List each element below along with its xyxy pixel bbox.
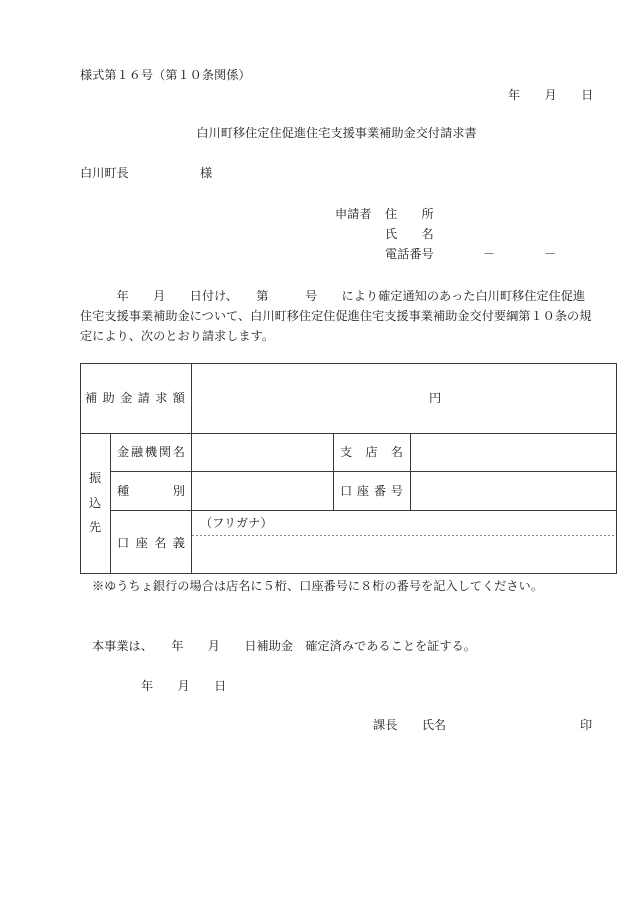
transfer-label-char: 振 [89, 471, 102, 485]
branch-value-cell [411, 434, 616, 471]
yucho-bank-note: ※ゆうちょ銀行の場合は店名に５桁、口座番号に８桁の番号を記入してください。 [92, 579, 543, 593]
account-type-value-cell [192, 472, 333, 510]
account-holder-value-cell [192, 536, 616, 573]
applicant-name-label: 氏 名 [385, 227, 434, 241]
bank-name-value-cell [192, 434, 333, 471]
transfer-label-char: 込 [89, 496, 102, 510]
account-type-label: 種 別 [117, 484, 185, 498]
certification-date: 年 月 日 [141, 679, 227, 693]
document-title: 白川町移住定住促進住宅支援事業補助金交付請求書 [196, 126, 477, 140]
account-holder-label: 口 座 名 義 [117, 536, 185, 550]
addressee-honorific: 様 [200, 166, 213, 180]
branch-label: 支 店 名 [340, 445, 403, 459]
amount-value-cell [192, 364, 616, 433]
bank-name-label: 金融機関名 [117, 445, 185, 459]
signature-title-name: 課長 氏名 [373, 718, 447, 732]
body-line: 定により、次のとおり請求します。 [80, 329, 275, 343]
applicant-address-label: 住 所 [385, 207, 434, 221]
seal-mark: 印 [580, 718, 593, 732]
body-line: 年 月 日付け、 第 号 により確定通知のあった白川町移住定住促進 [80, 289, 586, 303]
phone-separator-1: － [483, 247, 496, 261]
request-date: 年 月 日 [508, 88, 594, 102]
body-line: 住宅支援事業補助金について、白川町移住定住促進住宅支援事業補助金交付要綱第１０条の規 [80, 309, 592, 323]
applicant-label: 申請者 [335, 207, 372, 221]
account-number-value-cell [411, 472, 616, 510]
applicant-phone-label: 電話番号 [385, 247, 434, 261]
transfer-label-char: 先 [89, 520, 102, 534]
form-number: 様式第１６号（第１０条関係） [80, 68, 251, 82]
amount-unit: 円 [429, 391, 442, 405]
furigana-label: （フリガナ） [200, 516, 273, 530]
phone-separator-2: － [544, 247, 557, 261]
certification-statement: 本事業は、 年 月 日補助金 確定済みであることを証する。 [92, 639, 476, 653]
account-number-label: 口 座 番 号 [340, 484, 403, 498]
addressee-name: 白川町長 [80, 166, 129, 180]
amount-label: 補 助 金 請 求 額 [85, 391, 185, 405]
